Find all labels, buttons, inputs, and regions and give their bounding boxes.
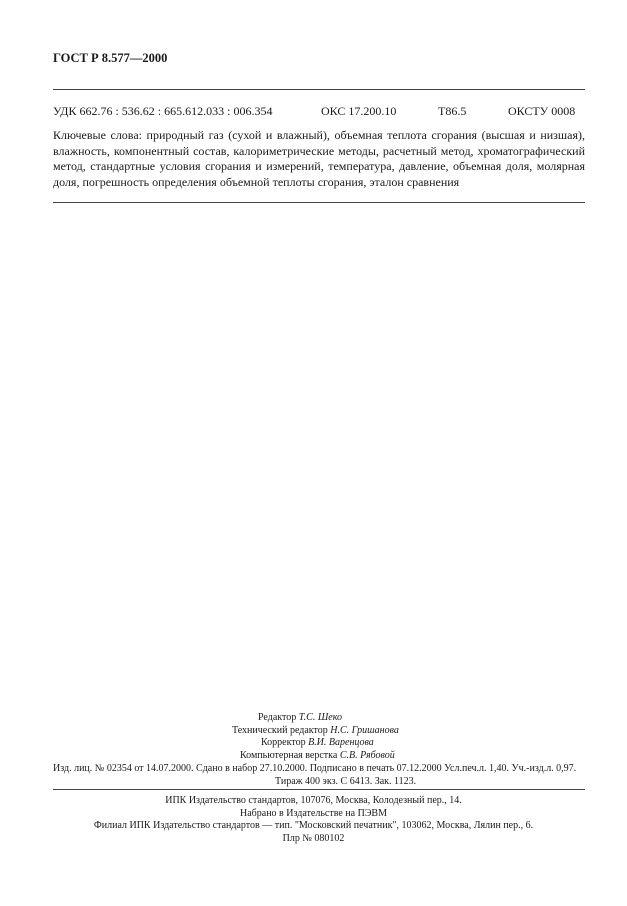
credit-editor <box>258 712 627 725</box>
publisher-line-2: Набрано в Издательстве на ПЭВМ <box>240 807 387 819</box>
publisher-line-1: ИПК Издательство стандартов, 107076, Москва, Колодезный пер., 14. <box>165 795 462 806</box>
okstu-code: ОКСТУ 0008 <box>508 104 576 118</box>
publisher-block <box>0 795 627 845</box>
udk-code: УДК 662.76 : 536.62 : 665.612.033 : 006.354 <box>53 104 273 118</box>
credit-layout <box>240 750 627 763</box>
imprint-line-1: Изд. лиц. № 02354 от 14.07.2000. Сдано в набор 27.10.2000. Подписано в печать 07.12.2000 Усл.печ.л. 1,40. Уч.-изд.л. 0,97. <box>53 763 577 774</box>
credit-label: Корректор <box>261 737 306 748</box>
credit-name: С.В. Рябовой <box>339 749 395 761</box>
credit-name: Н.С. Гришанова <box>330 724 399 736</box>
divider-keywords <box>53 202 585 203</box>
credit-label: Технический редактор <box>232 724 328 736</box>
keywords-paragraph: Ключевые слова: природный газ (сухой и влажный), объемная теплота сгорания (высшая и низшая), влажность, компонентный состав, калориметрические методы, расчетный метод, хроматографический метод, стандартные условия сгорания и измерений, температура, давление, объемная доля, молярная доля, погрешность определения объемной теплоты сгорания, эталон сравнения <box>53 128 585 189</box>
credit-tech-editor <box>232 725 627 738</box>
credit-label: Компьютерная верстка <box>240 749 338 761</box>
credit-name: В.И. Варенцова <box>308 737 374 748</box>
document-title: ГОСТ Р 8.577—2000 <box>53 51 168 65</box>
divider-bottom <box>53 789 585 790</box>
t-code: Т86.5 <box>438 104 467 118</box>
credits-block <box>0 712 627 762</box>
oks-code: ОКС 17.200.10 <box>321 104 397 118</box>
publisher-line-4: Плр № 080102 <box>282 832 345 844</box>
classification-row <box>53 104 581 119</box>
imprint-block <box>53 763 585 788</box>
credit-label: Редактор <box>258 712 297 723</box>
credit-name: Т.С. Шеко <box>298 712 343 723</box>
publisher-line-3: Филиал ИПК Издательство стандартов — тип. "Московский печатник", 103062, Москва, Лялин пер., 6. <box>93 820 534 831</box>
divider-top <box>53 89 585 90</box>
credit-corrector <box>261 737 627 750</box>
imprint-line-2: Тираж 400 экз. С 6413. Зак. 1123. <box>275 775 417 787</box>
